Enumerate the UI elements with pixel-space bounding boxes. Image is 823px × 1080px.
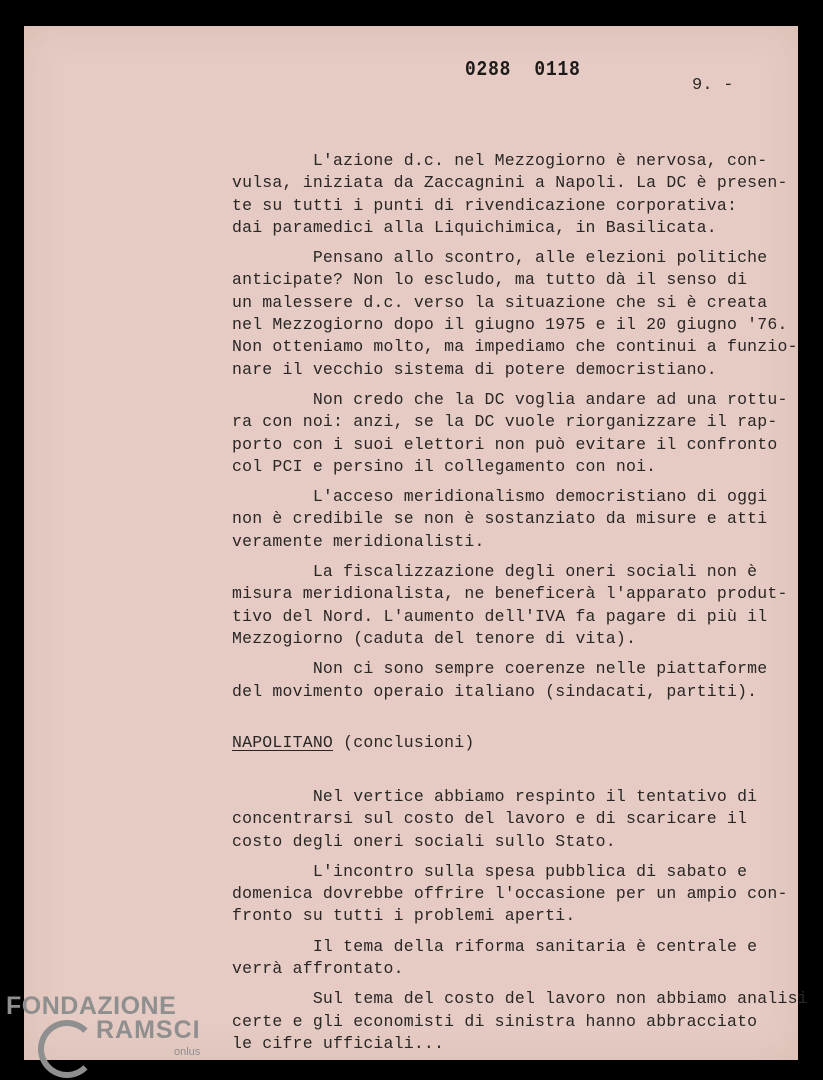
watermark-line1: FONDAZIONE — [6, 992, 177, 1020]
paragraph — [232, 658, 798, 703]
text-line: certe e gli economisti di sinistra hanno abbracciato — [232, 1011, 758, 1031]
text-line: verrà affrontato. — [232, 959, 404, 979]
text-line: Pensano allo scontro, alle elezioni politiche — [232, 248, 768, 268]
text-section-2 — [232, 786, 808, 1055]
archive-code-right: 0118 — [534, 59, 581, 82]
text-line: vulsa, iniziata da Zaccagnini a Napoli. La DC è presen- — [232, 173, 788, 193]
text-line: La fiscalizzazione degli oneri sociali non è — [232, 562, 758, 582]
text-line: un malessere d.c. verso la situazione che si è creata — [232, 292, 768, 312]
text-section-1 — [232, 150, 798, 703]
text-line: concentrarsi sul costo del lavoro e di scaricare il — [232, 809, 748, 829]
gramsci-g-logo-icon — [38, 1020, 96, 1078]
text-line: domenica dovrebbe offrire l'occasione per un ampio con- — [232, 884, 788, 904]
paragraph — [232, 988, 808, 1055]
heading-subtitle: (conclusioni) — [333, 733, 475, 752]
paragraph — [232, 561, 798, 650]
text-line: anticipate? Non lo escludo, ma tutto dà il senso di — [232, 270, 748, 290]
text-line: le cifre ufficiali... — [232, 1033, 445, 1053]
text-line: porto con i suoi elettori non può evitare il confronto — [232, 434, 778, 454]
text-line: te su tutti i punti di rivendicazione corporativa: — [232, 195, 738, 215]
text-line: Non credo che la DC voglia andare ad una rottu- — [232, 389, 788, 409]
text-line: veramente meridionalisti. — [232, 531, 485, 551]
text-line: costo degli oneri sociali sullo Stato. — [232, 831, 616, 851]
archive-code-left: 0288 — [465, 59, 512, 82]
text-line: nare il vecchio sistema di potere democristiano. — [232, 359, 717, 379]
watermark-line2: RAMSCI — [96, 1016, 201, 1044]
paragraph — [232, 486, 798, 553]
text-line: L'incontro sulla spesa pubblica di sabato e — [232, 861, 748, 881]
paragraph — [232, 861, 808, 928]
paragraph — [232, 247, 798, 381]
text-line: Nel vertice abbiamo respinto il tentativo di — [232, 787, 758, 806]
text-line: fronto su tutti i problemi aperti. — [232, 906, 576, 926]
paragraph — [232, 786, 808, 853]
text-line: nel Mezzogiorno dopo il giugno 1975 e il 20 giugno '76. — [232, 315, 788, 335]
text-line: tivo del Nord. L'aumento dell'IVA fa pagare di più il — [232, 606, 768, 626]
paragraph — [232, 389, 798, 478]
text-line: non è credibile se non è sostanziato da misure e atti — [232, 509, 768, 529]
document-page — [24, 26, 808, 1060]
text-line: misura meridionalista, ne beneficerà l'apparato produt- — [232, 584, 788, 604]
text-line: Non ci sono sempre coerenze nelle piattaforme — [232, 659, 768, 679]
archive-code — [465, 59, 581, 82]
watermark-line3: onlus — [174, 1046, 201, 1058]
text-line: del movimento operaio italiano (sindacati, partiti). — [232, 681, 758, 701]
text-line: Non otteniamo molto, ma impediamo che continui a funzio- — [232, 337, 798, 357]
section-heading — [232, 733, 474, 752]
text-line: L'acceso meridionalismo democristiano di oggi — [232, 487, 768, 507]
paragraph — [232, 936, 808, 981]
text-line: ra con noi: anzi, se la DC vuole riorganizzare il rap- — [232, 412, 778, 432]
text-line: Il tema della riforma sanitaria è centrale e — [232, 936, 758, 956]
text-line: L'azione d.c. nel Mezzogiorno è nervosa, con- — [232, 151, 768, 170]
text-line: Sul tema del costo del lavoro non abbiamo analisi — [232, 989, 808, 1009]
fondazione-gramsci-watermark — [0, 990, 215, 1080]
paragraph — [232, 150, 798, 239]
page-number: 9. - — [692, 76, 734, 95]
text-line: dai paramedici alla Liquichimica, in Basilicata. — [232, 217, 717, 237]
text-line: col PCI e persino il collegamento con noi. — [232, 456, 657, 476]
speaker-name: NAPOLITANO — [232, 733, 334, 752]
text-line: Mezzogiorno (caduta del tenore di vita). — [232, 628, 637, 648]
